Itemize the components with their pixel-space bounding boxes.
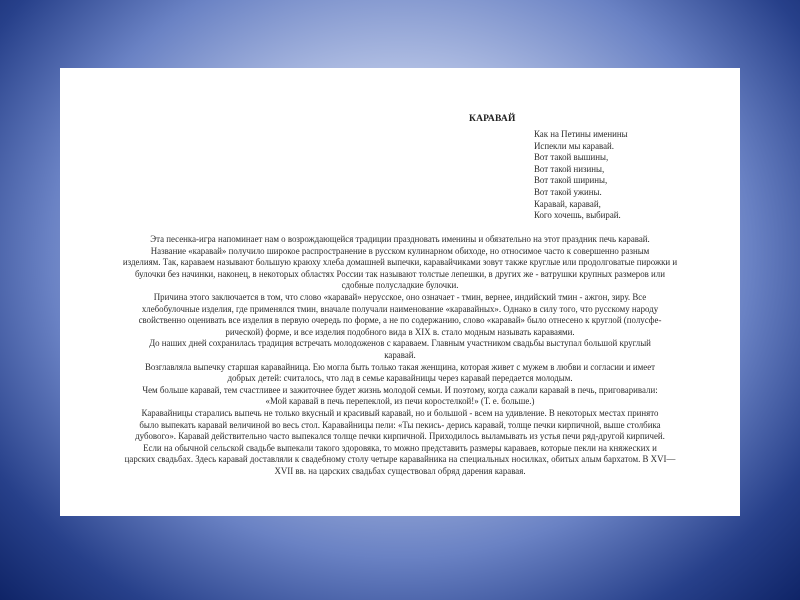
poem-line: Испекли мы каравай. [534,140,615,151]
body-line: XVII вв. на царских свадьбах существовал обряд дарения каравая. [274,465,526,476]
body-line: «Мой каравай в печь перепеклой, из печи коростелкой!» (Т. е. больше.) [265,396,535,407]
document-body [68,234,732,477]
body-line: добрых детей: считалось, что лад в семье каравайницы через каравай передается молодым. [227,373,573,384]
body-line: свойственно оценивать все изделия в первую очередь по форме, а не по содержанию, слово «каравай» было отнесено к круглой (полусфе- [138,315,662,326]
body-line: Название «каравай» получило широкое распространение в русском кулинарном обиходе, но относимое часто к совершенно разным [150,245,650,256]
body-line: Если на обычной сельской свадьбе выпекали такого здоровяка, то можно представить размеры караваев, которые пекли на княжеских и [143,442,657,453]
body-line: было выпекать каравай величиной во весь стол. Каравайницы пели: «Ты пекись- дерись каравай, толще печки кирпичной, выше столбика [139,419,661,430]
body-line: сдобные полусладкие булочки. [341,280,459,291]
body-line: Возглавляла выпечку старшая каравайница. Ею могла быть только такая женщина, которая живет с мужем в любви и согласии и имеет [144,361,656,372]
body-line: хлебобулочные изделия, где применялся тмин, вначале получали наименование «каравайных». Однако в силу того, что русскому народу [141,303,659,314]
poem-block [534,129,734,222]
poem-line: Кого хочешь, выбирай. [534,210,621,221]
poem-line: Вот такой вышины, [534,152,609,163]
body-line: изделиям. Так, караваем называют большую краюху хлеба домашней выпечки, каравайчиками зовут также круглые или продолговатые пирожки и [122,257,678,268]
scanned-document-page [60,68,740,516]
body-line: Причина этого заключается в том, что слово «каравай» нерусское, оно означает - тмин, вернее, индийский тмин - ажгон, зиру. Все [153,291,647,302]
body-line: царских свадьбах. Здесь каравай доставляли к свадебному столу четыре каравайника на специальных носилках, обитых алым бархатом. В XVI— [124,454,676,465]
body-line: булочки без начинки, наконец, в некоторых областях России так называют толстые лепешки, в других же - ватрушки крупных размеров или [135,268,665,279]
body-line: рической) форме, и все изделия подобного вида в XIX в. стало модным называть караваями. [225,326,575,337]
poem-line: Вот такой ширины, [534,175,608,186]
body-line: Чем больше каравай, тем счастливее и зажиточнее будет жизнь молодой семьи. И поэтому, когда сажали каравай в печь, приговаривали: [142,384,658,395]
poem-line: Вот такой низины, [534,163,605,174]
poem-line: Вот такой ужины. [534,186,602,197]
poem-line: Как на Петины именины [534,129,628,139]
body-line: дубового». Каравай действительно часто выпекался толще печки кирпичной. Приходилось выламывать из устья печи ряд-другой кирпичей. [135,431,665,442]
body-line: Эта песенка-игра напоминает нам о возрождающейся традиции праздновать именины и обязательно на этот праздник печь каравай. [150,234,650,244]
body-line: каравай. [384,349,416,360]
body-line: Каравайницы старались выпечь не только вкусный и красивый каравай, но и большой - всем на удивление. В некоторых местах принято [141,407,659,418]
poem-line: Каравай, каравай, [534,198,601,209]
document-title: КАРАВАЙ [469,114,516,124]
body-line: До наших дней сохранилась традиция встречать молодоженов с караваем. Главным участником свадьбы выступал большой круглый [149,338,651,349]
